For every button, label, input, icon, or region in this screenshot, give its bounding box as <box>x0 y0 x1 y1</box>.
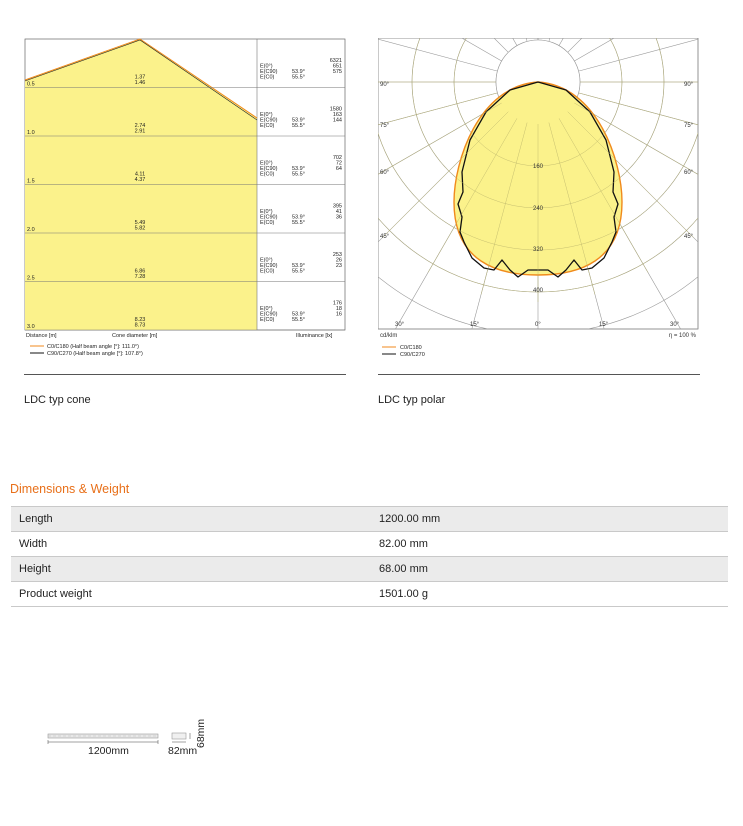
cone-illuminance-c90: 163 <box>332 112 342 118</box>
cone-angle-c90: 53.9° <box>292 263 305 269</box>
polar-caption: LDC typ polar <box>378 394 446 406</box>
cone-angle-c0: 55.5° <box>292 123 305 129</box>
cone-illuminance-e0: 253 <box>332 252 342 258</box>
cone-illuminance-e0: 702 <box>332 155 342 161</box>
cone-illuminance-e0: 395 <box>332 203 342 210</box>
cone-diameter-c0: 6.86 <box>134 268 146 275</box>
drawing-width-label: 82mm <box>168 745 198 757</box>
cone-illuminance-e0: 6321 <box>329 58 342 64</box>
cone-angle-c90: 53.9° <box>292 166 305 172</box>
cone-angle-c0: 55.5° <box>292 220 305 226</box>
angle-label-45-right: 45° <box>684 234 694 240</box>
cone-e-label: E(C0) <box>260 171 275 178</box>
cone-diagram <box>24 38 346 367</box>
angle-label-15-left: 15° <box>470 322 480 328</box>
angle-label-60-left: 60° <box>380 170 390 176</box>
cone-diameter-c0: 8.23 <box>134 317 146 323</box>
dim-value: 82.00 mm <box>371 532 728 557</box>
dim-row-length <box>11 507 728 532</box>
cone-distance-label: 3.0 <box>27 324 35 330</box>
angle-label-0: 0° <box>535 322 541 328</box>
angle-label-30-left: 30° <box>395 322 405 328</box>
dim-value: 68.00 mm <box>371 557 728 582</box>
cone-e-label: E(C0) <box>260 74 275 81</box>
ring-label-240: 240 <box>532 206 544 212</box>
cone-distance-label: 2.0 <box>27 227 35 233</box>
cone-illuminance-e0: 176 <box>332 300 342 307</box>
ring-label-320: 320 <box>532 247 544 253</box>
cone-angle-c90: 53.9° <box>292 117 305 124</box>
cone-illuminance-c0: 575 <box>332 69 342 75</box>
luminaire-end-view <box>172 733 186 739</box>
cone-e-label: E(C90) <box>260 263 278 269</box>
angle-label-45-left: 45° <box>380 234 390 240</box>
polar-svg <box>378 38 700 343</box>
cone-diameter-c0: 2.74 <box>134 123 146 129</box>
dimensions-table <box>11 506 728 607</box>
cone-e-label: E(0°) <box>260 160 273 167</box>
drawing-height-label: 68mm <box>195 718 207 748</box>
cone-e-label: E(0°) <box>260 63 273 70</box>
cone-illuminance-c0: 23 <box>335 263 342 269</box>
cone-illuminance-c0: 36 <box>335 214 342 221</box>
ring-label-160: 160 <box>532 164 544 170</box>
polar-legend-c90: C90/C270 <box>400 352 425 358</box>
dim-row-weight <box>11 582 728 607</box>
cone-e-label: E(C0) <box>260 220 275 226</box>
cone-diameter-c90: 5.82 <box>134 225 146 232</box>
cone-angle-c0: 55.5° <box>292 317 305 323</box>
dim-value: 1200.00 mm <box>371 507 728 532</box>
cone-diameter-c90: 2.91 <box>134 128 146 135</box>
cone-illuminance-e0: 1580 <box>329 106 342 113</box>
cone-mid-label: Cone diameter [m] <box>112 333 158 339</box>
cone-e-label: E(C0) <box>260 317 275 323</box>
dim-row-width <box>11 532 728 557</box>
polar-legend-c0: C0/C180 <box>400 345 422 351</box>
cone-diameter-c0: 4.11 <box>134 171 146 178</box>
cone-diameter-c90: 8.73 <box>134 322 146 329</box>
dimensions-title: Dimensions & Weight <box>10 482 130 496</box>
dim-label: Height <box>11 557 371 582</box>
cone-angle-c0: 55.5° <box>292 268 305 275</box>
cone-illuminance-c90: 651 <box>332 63 342 70</box>
angle-label-75-left: 75° <box>380 123 390 129</box>
cone-illuminance-c90: 18 <box>335 306 342 312</box>
cone-legend-c90: C90/C270 (Half beam angle [°]: 107.8°) <box>47 351 143 357</box>
cone-e-label: E(C90) <box>260 214 278 221</box>
cone-distance-label: 0.5 <box>27 81 35 88</box>
cone-illuminance-c0: 144 <box>332 117 342 124</box>
cone-underline <box>24 374 346 375</box>
cone-illuminance-c0: 64 <box>335 166 342 172</box>
product-drawing-svg <box>44 708 214 760</box>
cone-illuminance-c90: 72 <box>335 160 342 167</box>
angle-label-60-right: 60° <box>684 170 694 176</box>
angle-label-75-right: 75° <box>684 123 694 129</box>
cone-e-label: E(C90) <box>260 117 278 124</box>
ring-label-400: 400 <box>532 288 544 294</box>
cone-e-label: E(0°) <box>260 257 273 264</box>
angle-label-15-right: 15° <box>599 322 609 328</box>
cone-caption: LDC typ cone <box>24 394 91 406</box>
cone-e-label: E(0°) <box>260 209 273 215</box>
polar-efficiency: η = 100 % <box>668 333 696 339</box>
cone-e-label: E(C0) <box>260 268 275 275</box>
cone-angle-c0: 55.5° <box>292 171 305 178</box>
cone-e-label: E(0°) <box>260 112 273 118</box>
polar-legend <box>378 343 498 359</box>
cone-e-label: E(0°) <box>260 306 273 312</box>
cone-illuminance-c90: 26 <box>335 257 342 264</box>
dim-label: Product weight <box>11 582 371 607</box>
cone-diameter-c0: 1.37 <box>134 74 146 81</box>
angle-label-30-right: 30° <box>670 322 680 328</box>
polar-diagram <box>378 38 700 358</box>
angle-label-90-right: 90° <box>684 82 694 88</box>
dim-label: Width <box>11 532 371 557</box>
cone-x-label: Distance [m] <box>26 333 57 339</box>
cone-angle-c0: 55.5° <box>292 74 305 81</box>
cone-e-label: E(C0) <box>260 123 275 129</box>
drawing-length-label: 1200mm <box>88 745 129 757</box>
polar-unit: cd/klm <box>380 333 398 339</box>
cone-illuminance-c90: 41 <box>335 209 342 215</box>
cone-e-label: E(C90) <box>260 69 278 75</box>
cone-diameter-c0: 5.49 <box>134 220 146 226</box>
cone-diameter-c90: 7.28 <box>134 274 146 280</box>
cone-e-label: E(C90) <box>260 311 278 318</box>
cone-diameter-c90: 1.46 <box>134 80 146 86</box>
angle-label-90-left: 90° <box>380 82 390 88</box>
polar-underline <box>378 374 700 375</box>
dim-value: 1501.00 g <box>371 582 728 607</box>
cone-distance-label: 1.0 <box>27 130 35 136</box>
dim-label: Length <box>11 507 371 532</box>
cone-angle-c90: 53.9° <box>292 311 305 318</box>
cone-legend-c0: C0/C180 (Half beam angle [°]: 111.0°) <box>47 344 139 350</box>
dim-row-height <box>11 557 728 582</box>
cone-angle-c90: 53.9° <box>292 69 305 75</box>
cone-svg <box>24 38 346 363</box>
cone-distance-label: 1.5 <box>27 178 35 185</box>
product-drawing <box>44 708 214 764</box>
cone-diameter-c90: 4.37 <box>134 177 146 183</box>
cone-illuminance-c0: 16 <box>335 311 342 318</box>
cone-angle-c90: 53.9° <box>292 214 305 221</box>
cone-right-label: Illuminance [lx] <box>296 333 333 339</box>
cone-distance-label: 2.5 <box>27 275 35 282</box>
cone-e-label: E(C90) <box>260 166 278 172</box>
